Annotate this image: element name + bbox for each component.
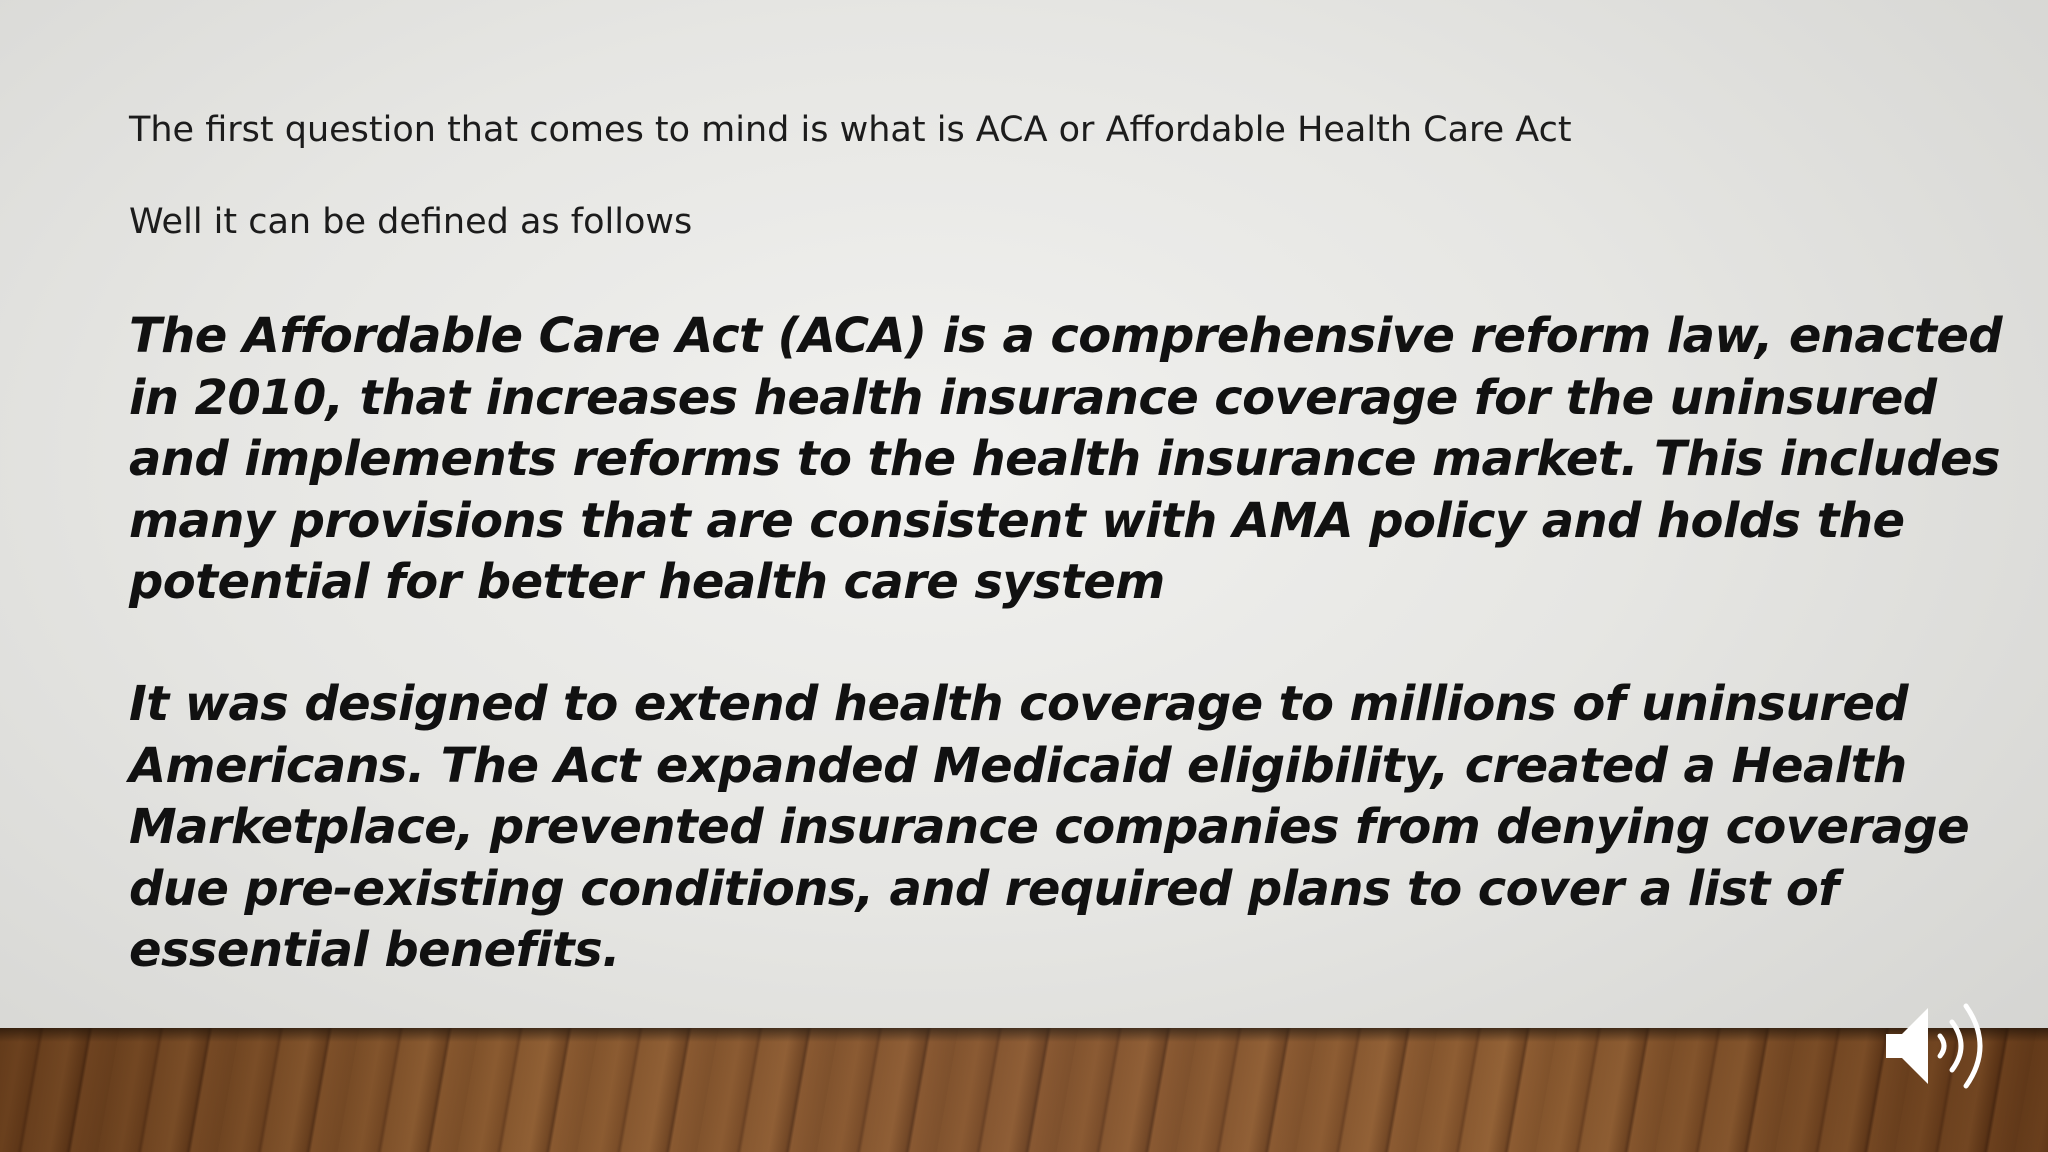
intro-question: The first question that comes to mind is what is ACA or Affordable Health Care Act xyxy=(129,110,1572,150)
wood-floor-decoration xyxy=(0,1028,2048,1152)
aca-purpose-paragraph: It was designed to extend health coverage to millions of uninsured Americans. The Act expanded Medicaid eligibility, created a Health Marketplace, prevented insurance companies from denying coverage due pre-existing conditions, and required plans to cover a list of essential benefits. xyxy=(129,676,1970,978)
intro-definition-lead: Well it can be defined as follows xyxy=(129,202,693,242)
speaker-icon[interactable] xyxy=(1882,1000,2002,1092)
aca-definition-paragraph: The Affordable Care Act (ACA) is a comprehensive reform law, enacted in 2010, that increases health insurance coverage for the uninsured and implements reforms to the health insurance market. This includes many provisions that are consistent with AMA policy and holds the potential for better health care system xyxy=(129,308,2003,610)
